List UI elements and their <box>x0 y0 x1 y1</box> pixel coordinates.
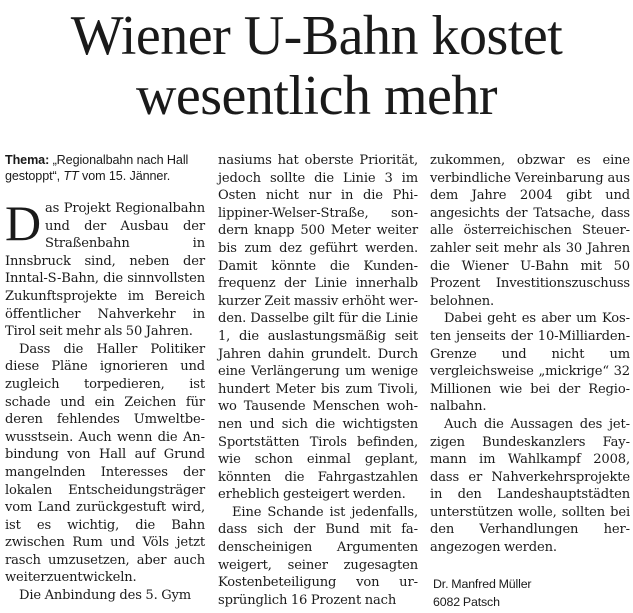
paragraph-4-continued: zukommen, obzwar es eine verbindliche Vereinbarung aus dem Jahre 2004 gibt und angesichts der Tatsache, dass alle österreichischen Steuerzahler seit mehr als 30 Jahren die Wiener U-Bahn mit 50 Prozent Investitionszuschuss belohnen. <box>430 153 630 309</box>
signature-place: 6082 Patsch <box>433 594 500 609</box>
paragraph-6: Auch die Aussagen des jetzigen Bundeskanzlers Faymann im Wahlkampf 2008, dass er Nahverkehrsprojekte in den Landeshauptstädten unterstützen wolle, sollten bei den Verhandlungen herangezogen werden. <box>430 416 630 556</box>
paragraph-3-start: Die Anbindung des 5. Gym <box>19 588 192 604</box>
thema-source: TT <box>63 169 79 183</box>
headline <box>0 6 633 126</box>
headline-line-1: Wiener U-Bahn kostet <box>70 5 563 67</box>
paragraph-5: Dabei geht es aber um Kosten jenseits der 10-Milliarden-Grenze und nicht um vergleichsweise „mickrige“ 32 Millionen wie bei der Regionalbahn. <box>430 311 630 415</box>
thema-text-a: „Regionalbahn nach Hall gestoppt“, <box>5 153 189 183</box>
paragraph-2: Dass die Haller Politiker diese Pläne ignorieren und zugleich torpedieren, ist schade und ein Zeichen für deren fehlendes Umweltbewusstsein. Auch wenn die Anbindung von Hall auf Grund mangelnden Interesses der lokalen Entscheidungsträger vom Land zurückgestuft wird, ist es wichtig, die Bahn zwischen Rum und Völs jetzt rasch umzusetzen, aber auch weiterzuentwickeln. <box>5 341 205 586</box>
paragraph-1 <box>5 195 205 341</box>
column-3 <box>430 152 630 611</box>
thema-label: Thema: <box>5 153 50 167</box>
paragraph-3-continued: nasiums hat oberste Priorität, jedoch sollte die Linie 3 im Osten nicht nur in die Philippiner-Welser-Straße, sondern knapp 500 Meter weiter bis zum dez geführt werden. Damit könnte die Kundenfrequenz der Linie innerhalb kurzer Zeit massiv erhöht werden. Dasselbe gilt für die Linie 1, die auslastungsmäßig seit Jahren dahin grundelt. Durch eine Verlängerung um wenige hundert Meter bis zum Tivoli, wo Tausende Menschen wohnen und sich die wichtigsten Sportstätten Tirols befinden, wie schon einmal geplant, könnten die Fahrgastzahlen erheblich gesteigert werden. <box>218 153 418 503</box>
drop-cap: D <box>5 195 41 251</box>
paragraph-4-start: Eine Schande ist jedenfalls, dass sich der Bund mit fadenscheinigen Argumenten weigert, seiner zugesagten Kostenbeteiligung von ursprünglich 16 Prozent nach <box>218 504 418 608</box>
thema-text-b: vom 15. Jänner. <box>78 169 171 183</box>
column-1 <box>5 152 205 605</box>
signature <box>430 575 630 611</box>
headline-line-2: wesentlich mehr <box>135 65 498 127</box>
thema-reference <box>5 152 205 184</box>
column-2 <box>218 152 418 609</box>
signature-name: Dr. Manfred Müller <box>433 576 532 591</box>
paragraph-1-text: as Projekt Regionalbahn und der Ausbau der Straßenbahn in Innsbruck sind, neben der Inntal-S-Bahn, die sinnvollsten Zukunftsprojekte im Bereich öffentlicher Nahverkehr in Tirol seit mehr als 50 Jahren. <box>5 201 205 340</box>
